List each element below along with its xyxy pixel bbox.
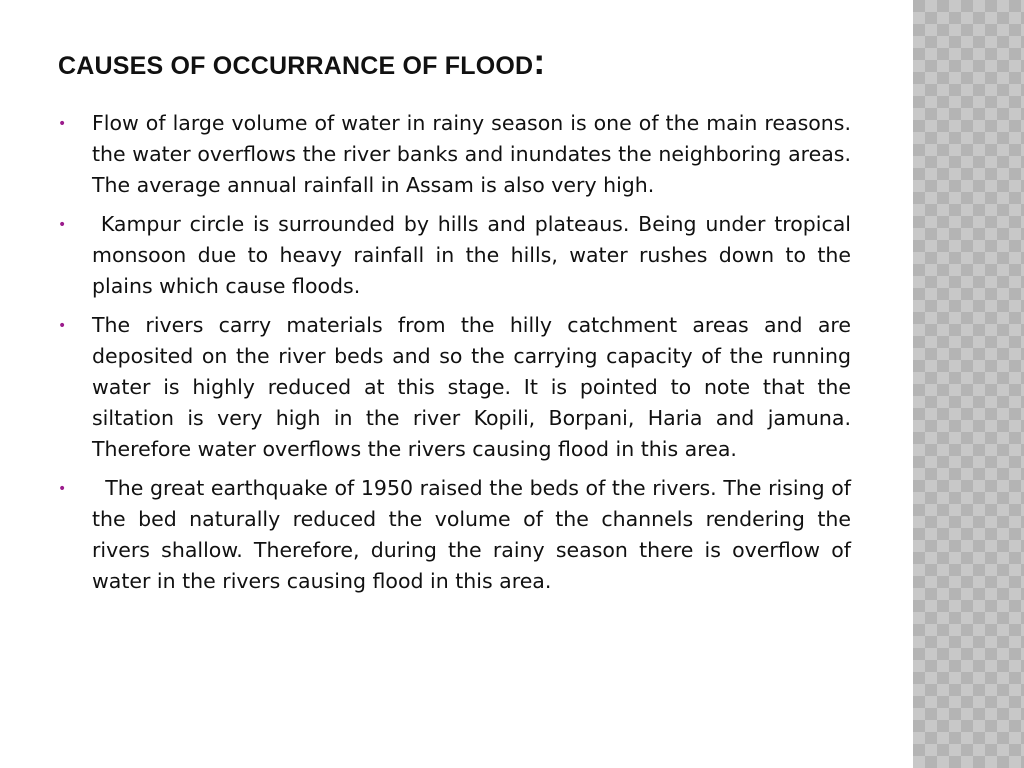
slide-title-colon: :	[533, 41, 546, 82]
bullet-item	[58, 310, 851, 465]
slide-title-text: CAUSES OF OCCURRANCE OF FLOOD	[58, 52, 534, 80]
bullet-list	[58, 108, 858, 605]
bullet-dot-icon: •	[58, 481, 67, 497]
bullet-item	[58, 108, 851, 201]
bullet-dot-icon: •	[58, 217, 67, 233]
slide-title	[58, 41, 858, 82]
bullet-text: Kampur circle is surrounded by hills and plateaus. Being under tropical monsoon due to heavy rainfall in the hills, water rushes down to the plains which cause floods.	[92, 212, 858, 298]
decorative-side-pattern	[913, 0, 1024, 768]
bullet-text: The great earthquake of 1950 raised the beds of the rivers. The rising of the bed naturally reduced the volume of the channels rendering the rivers shallow. Therefore, during the rainy season there is overflow of water in the rivers causing flood in this area.	[92, 476, 858, 593]
bullet-text: The rivers carry materials from the hilly catchment areas and are deposited on the river beds and so the carrying capacity of the running water is highly reduced at this stage. It is pointed to note that the siltation is very high in the river Kopili, Borpani, Haria and jamuna. Therefore water overflows the rivers causing flood in this area.	[92, 313, 851, 461]
bullet-text: Flow of large volume of water in rainy season is one of the main reasons. the water overflows the river banks and inundates the neighboring areas. The average annual rainfall in Assam is also very high.	[92, 111, 851, 197]
bullet-item	[58, 473, 858, 597]
bullet-item	[58, 209, 858, 302]
bullet-dot-icon: •	[58, 318, 67, 334]
bullet-dot-icon: •	[58, 116, 67, 132]
